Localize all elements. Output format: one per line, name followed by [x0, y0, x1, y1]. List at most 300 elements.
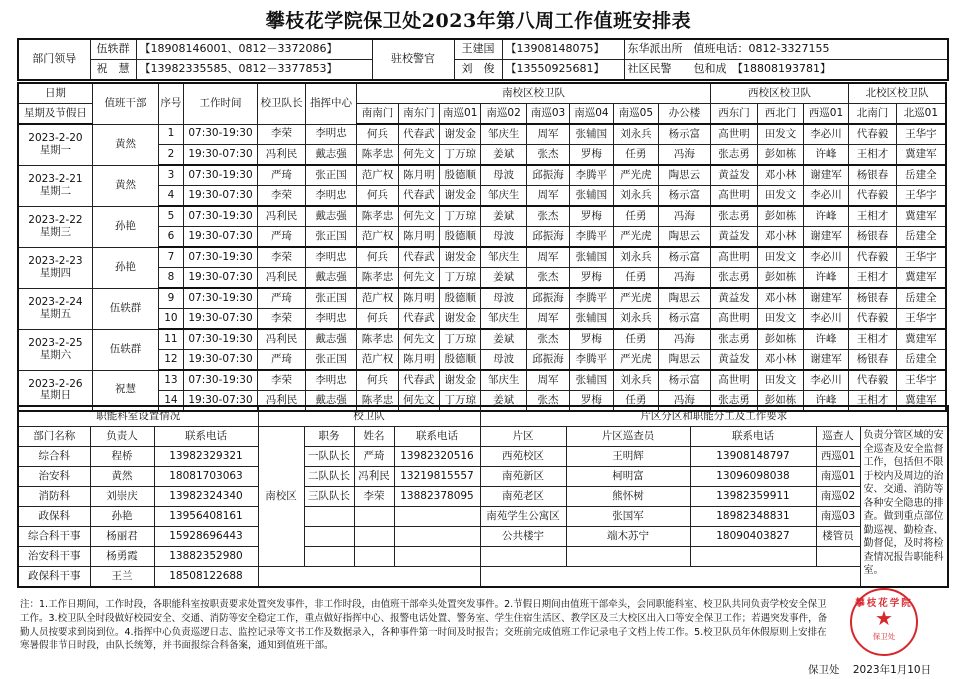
post-guard: 丁万琼	[440, 391, 481, 412]
day-cell	[18, 124, 92, 165]
post-guard: 张志勇	[710, 329, 758, 350]
shift-seq: 8	[159, 268, 184, 289]
post-guard: 张志勇	[710, 268, 758, 289]
office-phone: 13982329321	[154, 447, 258, 467]
day-cell	[18, 206, 92, 247]
day-weekday: 星期五	[39, 307, 72, 320]
footer	[808, 662, 931, 677]
shift-time: 19:30-07:30	[183, 145, 257, 166]
post-guard: 谢发金	[440, 309, 481, 330]
shift-captain: 李荣	[258, 309, 306, 330]
zones-header: 联系电话	[690, 427, 816, 447]
shift-captain: 严琦	[258, 350, 306, 371]
day-date: 2023-2-21	[28, 172, 83, 185]
zones-header: 巡查人	[816, 427, 860, 447]
post-guard: 代春毅	[849, 247, 897, 268]
police-name: 王建国	[454, 39, 502, 60]
post-guard: 高世明	[710, 309, 758, 330]
leader-name: 祝 慧	[90, 60, 136, 81]
post-guard: 丁万琼	[440, 268, 481, 289]
office-name: 综合科干事	[18, 527, 90, 547]
zone-name: 南苑老区	[480, 487, 566, 507]
leaders-label: 部门领导	[18, 39, 90, 80]
header-date-sub: 星期及节假日	[18, 104, 92, 125]
zone-phone: 13982359911	[690, 487, 816, 507]
shift-captain: 严琦	[258, 165, 306, 186]
zone-name: 南苑学生公寓区	[480, 507, 566, 527]
post-guard: 黄益发	[710, 227, 758, 248]
shift-command: 李明忠	[305, 247, 357, 268]
post-guard: 冯海	[659, 329, 711, 350]
post-guard: 丁万琼	[440, 329, 481, 350]
post-guard: 姜斌	[481, 268, 526, 289]
post-guard: 范广权	[357, 227, 398, 248]
offices-header: 负责人	[90, 427, 154, 447]
guard-empty	[304, 507, 354, 527]
zone-patrol: 南巡03	[816, 507, 860, 527]
post-guard: 黄益发	[710, 165, 758, 186]
post-guard: 代春毅	[849, 370, 897, 391]
header-command: 指挥中心	[305, 83, 357, 124]
header-post: 南南门	[357, 104, 398, 125]
post-guard: 张志勇	[710, 206, 758, 227]
header-post: 南巡02	[481, 104, 526, 125]
post-guard: 杨银春	[849, 165, 897, 186]
post-guard: 陈孝忠	[357, 268, 398, 289]
post-guard: 杨示富	[659, 247, 711, 268]
zone-patrol: 西巡01	[816, 447, 860, 467]
shift-command: 戴志强	[305, 391, 357, 412]
day-date: 2023-2-22	[28, 213, 83, 226]
zone-inspector: 王明辉	[566, 447, 690, 467]
post-guard: 冯海	[659, 145, 711, 166]
post-guard: 任勇	[613, 329, 658, 350]
duty-officer: 孙艳	[92, 206, 158, 247]
star-icon: ★	[875, 606, 893, 630]
post-guard: 邓小林	[758, 227, 803, 248]
post-guard: 邱振海	[526, 227, 569, 248]
post-guard: 谢发金	[440, 247, 481, 268]
guard-phone: 13982320516	[394, 447, 480, 467]
post-guard: 冯海	[659, 206, 711, 227]
post-guard: 彭如栋	[758, 206, 803, 227]
station-phone: 东华派出所 值班电话：0812-3327155	[624, 39, 948, 60]
shift-time: 07:30-19:30	[183, 288, 257, 309]
post-guard: 张辅国	[570, 247, 613, 268]
table-row	[18, 288, 946, 309]
day-date: 2023-2-24	[28, 295, 83, 308]
post-guard: 周军	[526, 124, 569, 145]
shift-command: 李明忠	[305, 124, 357, 145]
office-name: 治安科干事	[18, 547, 90, 567]
table-row	[18, 124, 946, 145]
post-guard: 许峰	[803, 268, 848, 289]
shift-captain: 李荣	[258, 186, 306, 207]
post-guard: 代春毅	[849, 124, 897, 145]
header-post: 南巡05	[613, 104, 658, 125]
post-guard: 何兵	[357, 186, 398, 207]
shift-seq: 9	[159, 288, 184, 309]
zone-patrol: 南巡02	[816, 487, 860, 507]
post-guard: 岳建全	[896, 288, 946, 309]
shift-seq: 11	[159, 329, 184, 350]
post-guard: 张志勇	[710, 145, 758, 166]
shift-command: 张正国	[305, 227, 357, 248]
guard-empty	[354, 527, 394, 547]
post-guard: 代春毅	[849, 186, 897, 207]
day-weekday: 星期六	[39, 348, 72, 361]
shift-command: 戴志强	[305, 268, 357, 289]
post-guard: 岳建全	[896, 227, 946, 248]
lower-info-table	[17, 405, 949, 588]
guard-empty	[354, 547, 394, 567]
table-row	[18, 165, 946, 186]
shift-time: 07:30-19:30	[183, 165, 257, 186]
day-weekday: 星期一	[39, 143, 72, 156]
day-cell	[18, 329, 92, 370]
post-guard: 杨银春	[849, 288, 897, 309]
post-guard: 许峰	[803, 329, 848, 350]
header-post: 南巡04	[570, 104, 613, 125]
guard-empty	[258, 567, 480, 588]
post-guard: 邓小林	[758, 288, 803, 309]
zone-name: 公共楼宇	[480, 527, 566, 547]
leaders-table	[17, 38, 949, 81]
shift-command: 李明忠	[305, 309, 357, 330]
post-guard: 陶思云	[659, 227, 711, 248]
day-weekday: 星期日	[39, 389, 72, 402]
shift-time: 19:30-07:30	[183, 309, 257, 330]
zone-inspector: 柯明富	[566, 467, 690, 487]
post-guard: 许峰	[803, 206, 848, 227]
post-guard: 何先文	[398, 206, 439, 227]
shift-time: 19:30-07:30	[183, 186, 257, 207]
header-post: 办公楼	[659, 104, 711, 125]
shift-captain: 李荣	[258, 370, 306, 391]
shift-seq: 5	[159, 206, 184, 227]
office-phone: 13882352980	[154, 547, 258, 567]
post-guard: 彭如栋	[758, 268, 803, 289]
post-guard: 刘永兵	[613, 370, 658, 391]
zone-empty	[480, 547, 566, 567]
zones-title: 片区分区和职能分工及工作要求	[480, 406, 948, 427]
header-south: 南校区校卫队	[357, 83, 710, 104]
post-guard: 黄益发	[710, 288, 758, 309]
post-guard: 李腾平	[570, 165, 613, 186]
zones-header: 片区巡查员	[566, 427, 690, 447]
zone-inspector: 端木苏宁	[566, 527, 690, 547]
post-guard: 许峰	[803, 145, 848, 166]
community-police: 社区民警 包和成 【18808193781】	[624, 60, 948, 81]
shift-command: 李明忠	[305, 370, 357, 391]
post-guard: 姜斌	[481, 206, 526, 227]
header-post: 西东门	[710, 104, 758, 125]
zone-name: 西苑校区	[480, 447, 566, 467]
post-guard: 代春武	[398, 186, 439, 207]
day-cell	[18, 247, 92, 288]
post-guard: 田发文	[758, 186, 803, 207]
shift-seq: 2	[159, 145, 184, 166]
office-phone: 13982324340	[154, 487, 258, 507]
post-guard: 范广权	[357, 350, 398, 371]
office-head: 杨勇霞	[90, 547, 154, 567]
post-guard: 陶思云	[659, 288, 711, 309]
post-guard: 张辅国	[570, 370, 613, 391]
post-guard: 刘永兵	[613, 247, 658, 268]
office-name: 政保科	[18, 507, 90, 527]
zone-empty	[566, 547, 690, 567]
shift-command: 戴志强	[305, 206, 357, 227]
leader-phone: 【13982335585、0812－3377853】	[136, 60, 372, 81]
post-guard: 罗梅	[570, 145, 613, 166]
office-phone: 18081703063	[154, 467, 258, 487]
post-guard: 代春武	[398, 370, 439, 391]
post-guard: 张杰	[526, 268, 569, 289]
post-guard: 高世明	[710, 124, 758, 145]
post-guard: 谢发金	[440, 186, 481, 207]
post-guard: 王华宇	[896, 309, 946, 330]
shift-captain: 李荣	[258, 124, 306, 145]
post-guard: 罗梅	[570, 329, 613, 350]
office-phone: 18508122688	[154, 567, 258, 588]
day-cell	[18, 288, 92, 329]
guard-empty	[304, 527, 354, 547]
post-guard: 代春武	[398, 124, 439, 145]
duty-officer: 祝慧	[92, 370, 158, 411]
shift-captain: 冯利民	[258, 391, 306, 412]
table-row	[18, 247, 946, 268]
post-guard: 谢发金	[440, 124, 481, 145]
post-guard: 许峰	[803, 391, 848, 412]
post-guard: 母波	[481, 227, 526, 248]
post-guard: 严光虎	[613, 227, 658, 248]
duty-officer: 黄然	[92, 124, 158, 165]
post-guard: 张杰	[526, 145, 569, 166]
post-guard: 任勇	[613, 145, 658, 166]
shift-time: 19:30-07:30	[183, 227, 257, 248]
shift-command: 戴志强	[305, 145, 357, 166]
post-guard: 陈孝忠	[357, 145, 398, 166]
shift-captain: 冯利民	[258, 329, 306, 350]
guard-phone: 13219815557	[394, 467, 480, 487]
shift-seq: 6	[159, 227, 184, 248]
office-phone: 13956408161	[154, 507, 258, 527]
day-cell	[18, 165, 92, 206]
seal-bottom-text: 保卫处	[872, 632, 896, 641]
post-guard: 张杰	[526, 206, 569, 227]
offices-header: 部门名称	[18, 427, 90, 447]
guard-header: 姓名	[354, 427, 394, 447]
post-guard: 何兵	[357, 309, 398, 330]
post-guard: 高世明	[710, 247, 758, 268]
guard-phone: 13882378095	[394, 487, 480, 507]
zone-inspector: 张国军	[566, 507, 690, 527]
shift-command: 戴志强	[305, 329, 357, 350]
post-guard: 王相才	[849, 206, 897, 227]
post-guard: 高世明	[710, 186, 758, 207]
post-guard: 刘永兵	[613, 124, 658, 145]
table-row	[18, 370, 946, 391]
post-guard: 邹庆生	[481, 124, 526, 145]
post-guard: 冀建军	[896, 268, 946, 289]
header-post: 北巡01	[896, 104, 946, 125]
post-guard: 黄益发	[710, 350, 758, 371]
office-name: 政保科干事	[18, 567, 90, 588]
post-guard: 王相才	[849, 391, 897, 412]
post-guard: 罗梅	[570, 268, 613, 289]
day-weekday: 星期四	[39, 266, 72, 279]
post-guard: 王相才	[849, 145, 897, 166]
shift-seq: 1	[159, 124, 184, 145]
post-guard: 李腾平	[570, 227, 613, 248]
shift-seq: 12	[159, 350, 184, 371]
post-guard: 何兵	[357, 124, 398, 145]
shift-time: 07:30-19:30	[183, 370, 257, 391]
table-row	[18, 329, 946, 350]
day-date: 2023-2-25	[28, 336, 83, 349]
post-guard: 周军	[526, 186, 569, 207]
guard-header: 联系电话	[394, 427, 480, 447]
header-date: 日期	[18, 83, 92, 104]
post-guard: 岳建全	[896, 350, 946, 371]
post-guard: 邱振海	[526, 165, 569, 186]
post-guard: 何先文	[398, 268, 439, 289]
header-west: 西校区校卫队	[710, 83, 848, 104]
post-guard: 冀建军	[896, 329, 946, 350]
post-guard: 冀建军	[896, 145, 946, 166]
post-guard: 陈月明	[398, 288, 439, 309]
zone-phone: 18982348831	[690, 507, 816, 527]
duty-officer: 孙艳	[92, 247, 158, 288]
post-guard: 杨示富	[659, 186, 711, 207]
police-label: 驻校警官	[372, 39, 454, 80]
office-head: 黄然	[90, 467, 154, 487]
post-guard: 王华宇	[896, 186, 946, 207]
post-guard: 陈月明	[398, 227, 439, 248]
day-date: 2023-2-20	[28, 132, 83, 145]
post-guard: 罗梅	[570, 206, 613, 227]
shift-captain: 李荣	[258, 247, 306, 268]
post-guard: 任勇	[613, 206, 658, 227]
post-guard: 周军	[526, 309, 569, 330]
header-post: 西巡01	[803, 104, 848, 125]
shift-captain: 冯利民	[258, 268, 306, 289]
post-guard: 杨示富	[659, 124, 711, 145]
shift-command: 张正国	[305, 350, 357, 371]
shift-seq: 3	[159, 165, 184, 186]
post-guard: 谢建军	[803, 288, 848, 309]
post-guard: 邹庆生	[481, 186, 526, 207]
shift-captain: 冯利民	[258, 145, 306, 166]
shift-time: 19:30-07:30	[183, 268, 257, 289]
header-post: 南东门	[398, 104, 439, 125]
post-guard: 李必川	[803, 247, 848, 268]
police-phone: 【13908148075】	[502, 39, 624, 60]
post-guard: 冀建军	[896, 206, 946, 227]
shift-time: 07:30-19:30	[183, 329, 257, 350]
post-guard: 姜斌	[481, 145, 526, 166]
post-guard: 陶思云	[659, 350, 711, 371]
seal-top-text: 攀枝花学院	[855, 598, 913, 609]
zone-patrol: 楼管员	[816, 527, 860, 547]
post-guard: 冀建军	[896, 391, 946, 412]
post-guard: 陈月明	[398, 165, 439, 186]
post-guard: 邹庆生	[481, 309, 526, 330]
guard-name: 严琦	[354, 447, 394, 467]
shift-captain: 严琦	[258, 288, 306, 309]
post-guard: 李必川	[803, 309, 848, 330]
shift-captain: 冯利民	[258, 206, 306, 227]
post-guard: 彭如栋	[758, 329, 803, 350]
post-guard: 殷德顺	[440, 227, 481, 248]
zone-empty	[816, 547, 860, 567]
office-head: 王兰	[90, 567, 154, 588]
post-guard: 何兵	[357, 370, 398, 391]
header-north: 北校区校卫队	[849, 83, 946, 104]
post-guard: 岳建全	[896, 165, 946, 186]
post-guard: 殷德顺	[440, 350, 481, 371]
office-head: 刘崇庆	[90, 487, 154, 507]
post-guard: 李必川	[803, 186, 848, 207]
shift-seq: 14	[159, 391, 184, 412]
post-guard: 严光虎	[613, 288, 658, 309]
guard-empty	[354, 507, 394, 527]
post-guard: 张杰	[526, 329, 569, 350]
header-captain: 校卫队长	[258, 83, 306, 124]
post-guard: 何先文	[398, 391, 439, 412]
zones-requirement: 负责分管区域的安全巡查及安全监督工作，包括但不限于校内及周边的治安、交通、消防等各种安全隐患的排查。做到重点部位勤巡视、勤检查、勤督促，及时将检查情况报告职能科室。	[860, 427, 948, 588]
post-guard: 范广权	[357, 165, 398, 186]
post-guard: 田发文	[758, 247, 803, 268]
post-guard: 代春武	[398, 247, 439, 268]
office-name: 综合科	[18, 447, 90, 467]
post-guard: 任勇	[613, 391, 658, 412]
post-guard: 代春武	[398, 309, 439, 330]
office-name: 消防科	[18, 487, 90, 507]
post-guard: 张志勇	[710, 391, 758, 412]
post-guard: 严光虎	[613, 165, 658, 186]
office-head: 杨丽君	[90, 527, 154, 547]
post-guard: 谢发金	[440, 370, 481, 391]
shift-time: 07:30-19:30	[183, 206, 257, 227]
guard-empty	[394, 527, 480, 547]
guard-empty	[394, 547, 480, 567]
guard-role: 一队队长	[304, 447, 354, 467]
duty-officer: 黄然	[92, 165, 158, 206]
office-phone: 15928696443	[154, 527, 258, 547]
post-guard: 李必川	[803, 124, 848, 145]
zones-header: 片区	[480, 427, 566, 447]
shift-seq: 7	[159, 247, 184, 268]
post-guard: 谢建军	[803, 165, 848, 186]
offices-header: 联系电话	[154, 427, 258, 447]
post-guard: 母波	[481, 165, 526, 186]
post-guard: 何先文	[398, 145, 439, 166]
guard-header: 职务	[304, 427, 354, 447]
post-guard: 代春毅	[849, 309, 897, 330]
day-weekday: 星期三	[39, 225, 72, 238]
guard-name: 李荣	[354, 487, 394, 507]
post-guard: 周军	[526, 247, 569, 268]
footnote: 注：1.工作日期间，工作时段，各职能科室按职责要求处置突发事件，非工作时段，由值班干部牵头处置突发事件。2.节假日期间由值班干部牵头，会同职能科室、校卫队共同负责学校安全保卫工作。3.校卫队全时段做好校园安全、交通、消防等安全稳定工作，重点做好指挥中心、报警电话处置、警务室、学生住宿生活区、教学区及三大校区出入口等安全保卫工作；若遇突发事件，备勤人员按要求到岗到位。4.指挥中心负责巡逻日志、监控记录等文书工作及数据录入，各种事件第一时间及时报告；交班前完成值班工作记录电子文档上传工作。5.校卫队员年休假原则上安排在寒暑假非节日时段，由队长统筹，并书面报综合科备案，通知到值班干部。	[20, 599, 828, 652]
shift-command: 李明忠	[305, 186, 357, 207]
post-guard: 李腾平	[570, 288, 613, 309]
header-post: 南巡01	[440, 104, 481, 125]
office-name: 治安科	[18, 467, 90, 487]
guard-empty	[304, 547, 354, 567]
post-guard: 冯海	[659, 268, 711, 289]
post-guard: 杨示富	[659, 309, 711, 330]
